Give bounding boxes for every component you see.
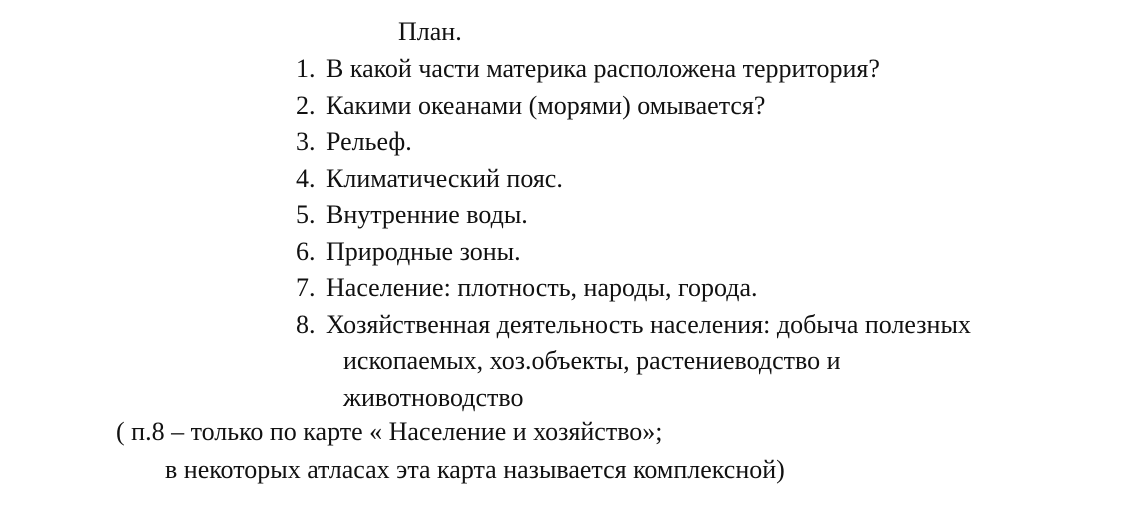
item-text-line: Хозяйственная деятельность населения: добыча полезных	[326, 309, 971, 339]
list-item	[296, 88, 1116, 125]
item-number: 4.	[296, 163, 316, 193]
footnote	[116, 413, 785, 489]
item-text	[326, 307, 971, 417]
item-number: 7.	[296, 273, 316, 302]
item-text: Внутренние воды.	[326, 200, 528, 229]
item-text: Климатический пояс.	[326, 163, 563, 193]
item-number: 2.	[296, 90, 316, 120]
list-item	[296, 124, 1116, 161]
item-text: В какой части материка расположена территория?	[326, 54, 880, 83]
list-item	[296, 270, 1116, 307]
list-item	[296, 197, 1116, 234]
list-item	[296, 161, 1116, 198]
plan-list	[296, 51, 1116, 416]
item-number: 8.	[296, 309, 316, 339]
footnote-line: ( п.8 – только по карте « Население и хозяйство»;	[116, 417, 663, 446]
item-text: Природные зоны.	[326, 236, 521, 266]
item-text-line: животноводство	[343, 382, 524, 412]
item-number: 5.	[296, 200, 316, 229]
item-number: 1.	[296, 54, 316, 83]
item-number: 6.	[296, 236, 316, 266]
list-item	[296, 51, 1116, 88]
footnote-line: в некоторых атласах эта карта называется комплексной)	[165, 455, 785, 484]
item-text: Население: плотность, народы, города.	[326, 273, 758, 302]
item-text: Рельеф.	[326, 127, 412, 156]
item-text: Какими океанами (морями) омывается?	[326, 90, 766, 120]
list-item	[296, 307, 1116, 417]
list-item	[296, 234, 1116, 271]
plan-title: План.	[398, 17, 462, 46]
item-number: 3.	[296, 127, 316, 156]
item-text-line: ископаемых, хоз.объекты, растениеводство и	[343, 346, 841, 375]
